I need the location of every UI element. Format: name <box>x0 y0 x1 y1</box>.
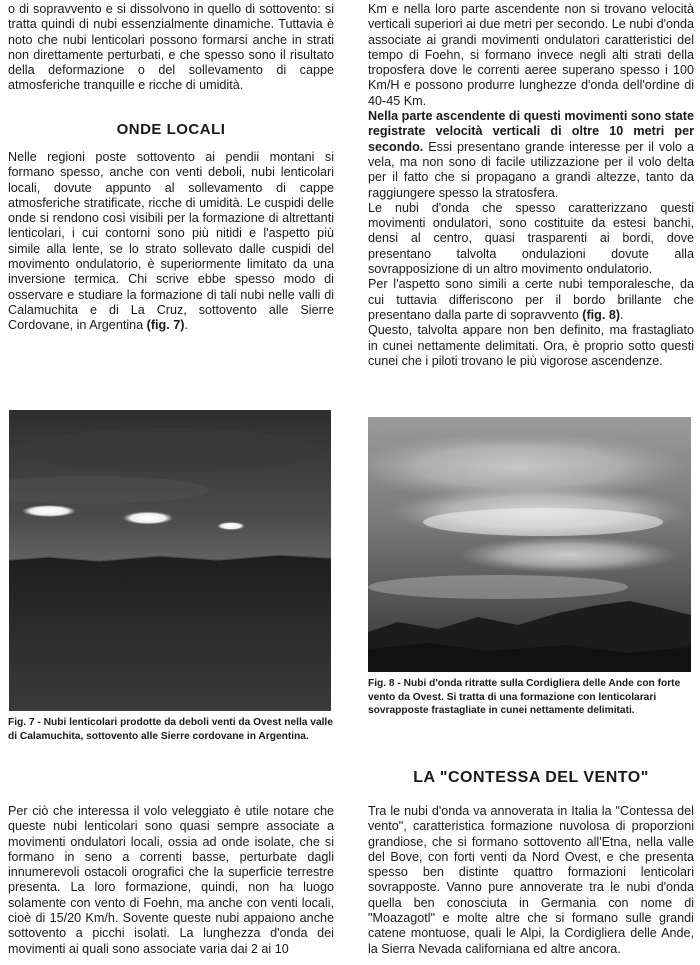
bold-statement: Nella parte ascendente di questi movimenti sono state registrate velocità verticali di oltre 10 metri per secondo. <box>368 109 694 154</box>
paragraph-text: Essi presentano grande interesse per il volo a vela, ma non sono di facile utilizzazione per il volo delta per il fatto che si propagano a grandi altezze, tanto da raggiungere spesso la stratosfera. <box>368 139 694 200</box>
paragraph-text: Per l'aspetto sono simili a certe nubi temporalesche, da cui tuttavia differiscono per il bordo brillante che presentano dalla parte di sopravvento <box>368 277 694 322</box>
paragraph-end: . <box>620 307 624 322</box>
paragraph <box>368 109 694 201</box>
bottom-left-column <box>8 804 334 957</box>
paragraph: Km e nella loro parte ascendente non si trovano velocità verticali superiori ai due metri per secondo. Le nubi d'onda associate ai grandi movimenti ondulatori caratteristici del tempo di Foehn, si formano invece negli alti strati della troposfera dove le correnti aeree superano spesso i 100 Km/H e possono produrre lunghezze d'onda dell'ordine di 40-45 Km. <box>368 2 694 108</box>
figure-reference: (fig. 7) <box>146 318 185 333</box>
figure-7-caption: Fig. 7 - Nubi lenticolari prodotte da deboli venti da Ovest nella valle di Calamuchita, sottovento alle Sierre cordovane in Argentina. <box>8 717 333 742</box>
paragraph: Le nubi d'onda che spesso caratterizzano questi movimenti ondulatori, sono costituite da estesi banchi, densi al centro, quasi trasparenti ai bordi, dove presentano talvolta ondulazioni dovute alla sovrapposizione di un altro movimento ondulatorio. <box>368 200 694 277</box>
paragraph: o di sopravvento e si dissolvono in quello di sottovento: si tratta quindi di nubi essenzialmente dinamiche. Tuttavia è noto che nubi lenticolari possono formarsi anche in strati non direttamente perturbati, e che spesso sono il risultato della deformazione o del sollevamento di cappe atmosferiche tranquille e ricche di umidità. <box>8 2 334 93</box>
bottom-right-column <box>368 804 694 957</box>
top-left-column <box>8 2 334 94</box>
figure-reference: (fig. 8) <box>582 307 621 322</box>
section-heading-contessa-del-vento: LA "CONTESSA DEL VENTO" <box>413 769 649 786</box>
paragraph: Questo, talvolta appare non ben definito, ma frastagliato in cunei nettamente delimitati. Ora, è proprio sotto questi cunei che i piloti trovano le più vigorose ascendenze. <box>368 323 694 368</box>
paragraph-end: . <box>184 318 188 333</box>
figure-8-photo <box>368 417 691 672</box>
paragraph <box>8 150 334 334</box>
paragraph: Tra le nubi d'onda va annoverata in Italia la "Contessa del vento", caratteristica formazione nuvolosa di proporzioni grandiose, che si formano sottovento all'Etna, nella valle del Bove, con forti venti da Nord Ovest, e che presenta spesso ben distinte quattro formazioni lenticolari sovrapposte. Vanno pure annoverate tra le nubi d'onda quella ben conosciuta in Germania con nome di "Moazagotl" e molte altre che si formano sulle grandi catene montuose, quali le Alpi, la Cordigliera delle Ande, la Sierra Nevada californiana ed altre ancora. <box>368 804 694 956</box>
figure-7-photo <box>9 410 331 711</box>
top-right-column <box>368 2 694 369</box>
paragraph <box>368 277 694 323</box>
paragraph: Per ciò che interessa il volo veleggiato è utile notare che queste nubi lenticolari sono quasi sempre associate a movimenti ondulatori locali, ossia ad onde isolate, che si formano in seno a correnti basse, perturbate dagli innumerevoli ostacoli orografici che la superficie terrestre presenta. La loro formazione, quindi, non ha luogo solamente con vento di Foehn, ma anche con venti locali, cioè di 15/20 Km/h. Sovente queste nubi appaiono anche sottovento a picchi isolati. La lunghezza d'onda dei movimenti ai quali sono associate varia dai 2 ai 10 <box>8 804 334 956</box>
onde-locali-column <box>8 150 334 334</box>
figure-8-caption: Fig. 8 - Nubi d'onda ritratte sulla Cordigliera delle Ande con forte vento da Ovest. Si tratta di una formazione con lenticolarari sovrapposte frastagliate in cunei nettamente delimitati. <box>368 678 681 716</box>
section-heading-onde-locali: ONDE LOCALI <box>116 121 226 138</box>
paragraph-text: Nelle regioni poste sottovento ai pendii montani si formano spesso, anche con venti deboli, nubi lenticolari locali, dovute appunto al sollevamento di cappe atmosferiche stratificate, ricche di umidità. Le cuspidi delle onde si rendono così visibili per la formazione di altrettanti lenticolari, i cui contorni sono più nitidi e l'aspetto più simile alla lente, se lo strato sollevato dalle cuspidi del movimento ondulatorio, è superiormente limitato da una inversione termica. Chi scrive ebbe spesso modo di osservare e studiare la formazione di tali nubi nelle valli di Calamuchita e di La Cruz, sottovento alle Sierre Cordovane, in Argentina <box>8 150 334 333</box>
